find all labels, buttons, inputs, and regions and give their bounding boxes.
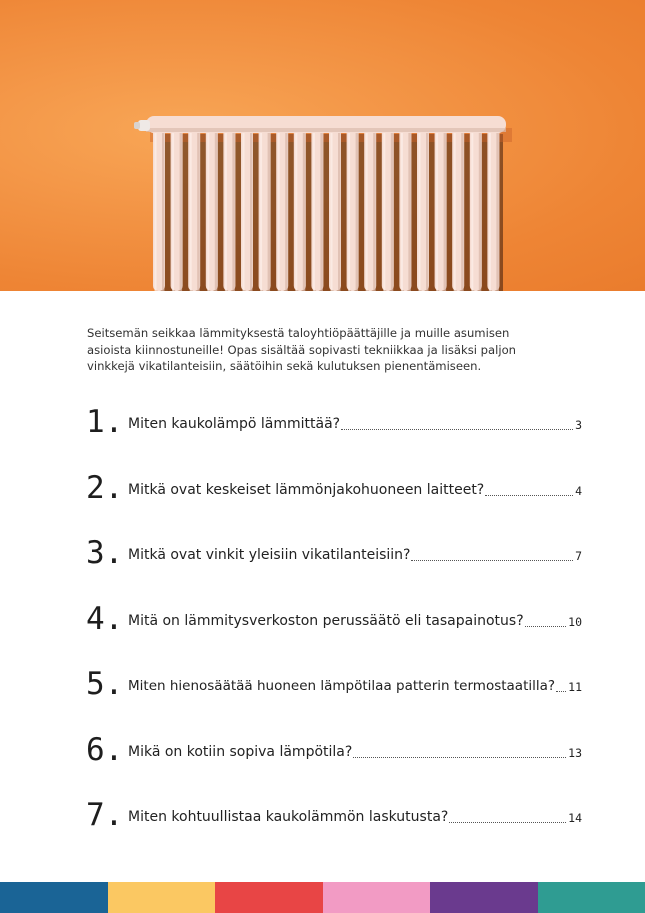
color-band-segment-2	[108, 882, 216, 913]
toc-title: Mitkä ovat keskeiset lämmönjakohuoneen laitteet?	[128, 481, 485, 498]
color-band-segment-1	[0, 882, 108, 913]
toc-number: 1.	[86, 404, 124, 440]
toc-number: 6.	[86, 731, 124, 768]
toc-number: 7.	[86, 797, 124, 833]
toc-leader-dots	[525, 626, 566, 627]
toc-page-number: 7	[575, 549, 582, 563]
radiator-illustration	[0, 0, 645, 291]
color-band	[0, 882, 645, 913]
toc-title: Mitä on lämmitysverkoston perussäätö eli tasapainotus?	[128, 612, 524, 629]
toc-number: 3.	[86, 535, 124, 571]
toc-leader-dots	[556, 691, 566, 692]
toc-title: Mikä on kotiin sopiva lämpötila?	[128, 743, 353, 760]
intro-text: Seitsemän seikkaa lämmityksestä taloyhtiöpäättäjille ja muille asumisen asioista kiinnostuneille! Opas sisältää sopivasti tekniikkaa ja lisäksi paljon vinkkejä vikatilanteisiin, säätöihin sekä kulutuksen pienentämiseen.	[87, 326, 517, 373]
toc-title: Miten kaukolämpö lämmittää?	[128, 416, 341, 432]
toc-item-4[interactable]	[86, 591, 586, 637]
toc-title: Miten hienosäätää huoneen lämpötilaa patterin termostaatilla?	[128, 678, 556, 694]
toc-leader-dots	[411, 560, 573, 561]
toc-item-7[interactable]	[86, 787, 586, 833]
toc-item-2[interactable]	[86, 460, 586, 506]
color-band-segment-5	[430, 882, 538, 913]
toc-number: 4.	[86, 600, 124, 637]
toc-page-number: 13	[568, 745, 582, 760]
color-band-segment-4	[323, 882, 431, 913]
color-band-segment-6	[538, 882, 645, 913]
toc-leader-dots	[449, 822, 566, 823]
toc-item-5[interactable]	[86, 656, 586, 702]
toc-item-1[interactable]	[86, 394, 586, 440]
toc-leader-dots	[485, 495, 573, 496]
toc-page-number: 11	[568, 680, 582, 694]
toc-leader-dots	[353, 757, 566, 758]
toc-page-number: 3	[575, 418, 582, 432]
hero-image	[0, 0, 645, 291]
toc-title: Miten kohtuullistaa kaukolämmön laskutusta?	[128, 809, 449, 825]
color-band-segment-3	[215, 882, 323, 913]
toc-item-3[interactable]	[86, 525, 586, 571]
toc-page-number: 14	[568, 811, 582, 825]
toc-title: Mitkä ovat vinkit yleisiin vikatilanteisiin?	[128, 547, 411, 563]
toc-page-number: 10	[568, 614, 582, 629]
toc-number: 5.	[86, 666, 124, 702]
toc-page-number: 4	[575, 483, 582, 498]
toc-number: 2.	[86, 469, 124, 506]
toc-leader-dots	[341, 429, 573, 430]
toc-item-6[interactable]	[86, 722, 586, 768]
